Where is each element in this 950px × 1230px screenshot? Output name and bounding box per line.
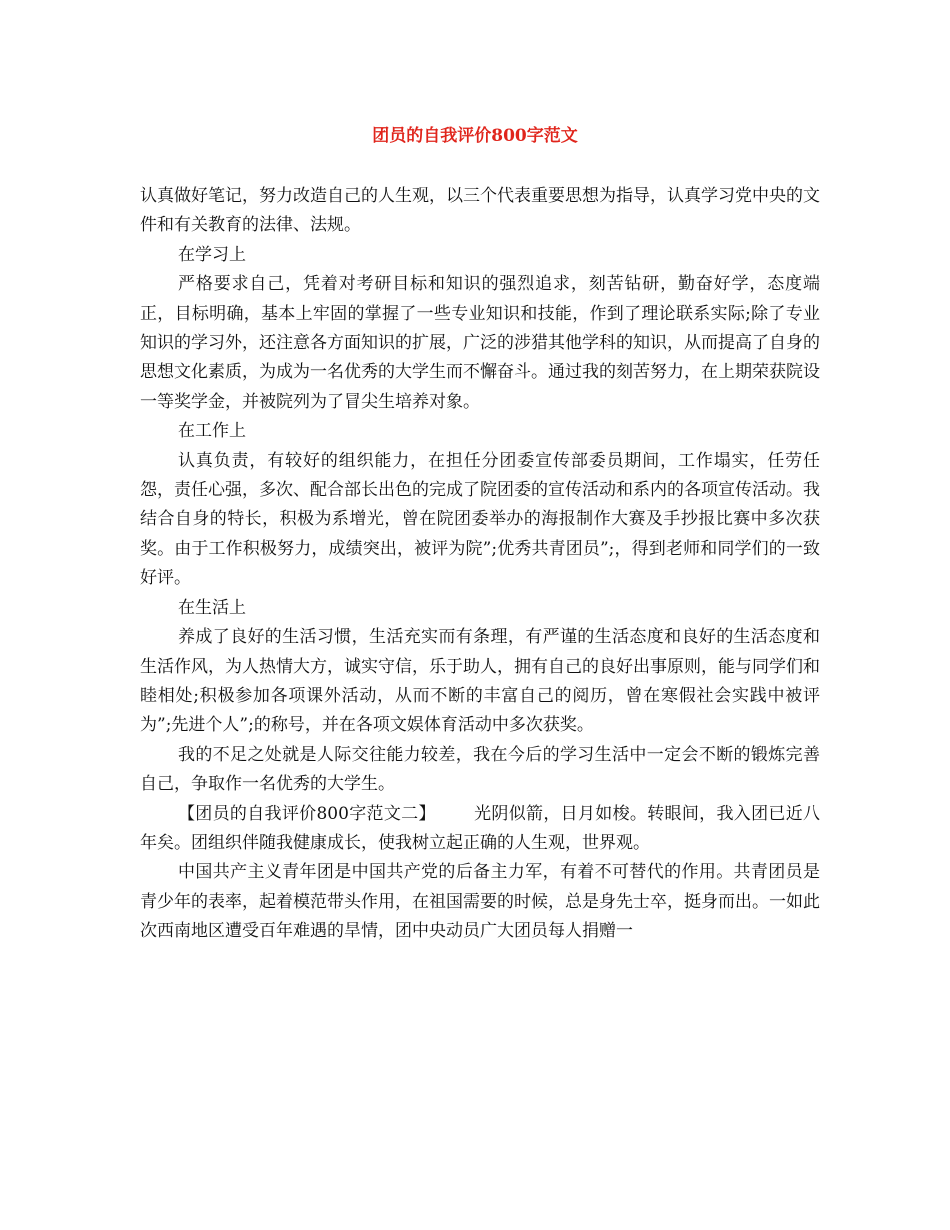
paragraph-1: 认真做好笔记，努力改造自己的人生观，以三个代表重要思想为指导，认真学习党中央的文件和有关教育的法律、法规。 (140, 186, 820, 236)
section-heading-life: 在生活上 (178, 597, 246, 618)
document-body (140, 182, 820, 947)
paragraph-shortcomings: 我的不足之处就是人际交往能力较差，我在今后的学习生活中一定会不断的锻炼完善自己，争取作一名优秀的大学生。 (140, 744, 820, 795)
section-heading-work: 在工作上 (178, 421, 246, 442)
paragraph-league: 中国共产主义青年团是中国共产党的后备主力军，有着不可替代的作用。共青团员是青少年的表率，起着模范带头作用，在祖国需要的时候，总是身先士卒，挺身而出。一如此次西南地区遭受百年难遇的旱情，团中央动员广大团员每人捐赠一 (140, 862, 820, 942)
paragraph-work: 认真负责，有较好的组织能力，在担任分团委宣传部委员期间，工作塌实，任劳任怨，责任心强，多次、配合部长出色的完成了院团委的宣传活动和系内的各项宣传活动。我结合自身的特长，积极为系增光，曾在院团委举办的海报制作大赛及手抄报比赛中多次获奖。由于工作积极努力，成绩突出，被评为院”;优秀共青团员”;，得到老师和同学们的一致好评。 (140, 450, 820, 589)
paragraph-study: 严格要求自己，凭着对考研目标和知识的强烈追求，刻苦钻研，勤奋好学，态度端正，目标明确，基本上牢固的掌握了一些专业知识和技能，作到了理论联系实际;除了专业知识的学习外，还注意各方面知识的扩展，广泛的涉猎其他学科的知识，从而提高了自身的思想文化素质，为成为一名优秀的大学生而不懈奋斗。通过我的刻苦努力，在上期荣获院设一等奖学金，并被院列为了冒尖生培养对象。 (140, 274, 820, 412)
section-heading-study: 在学习上 (178, 244, 246, 265)
essay-two-heading: 【团员的自我评价800字范文二】 (178, 803, 436, 824)
paragraph-essay-two (140, 800, 820, 859)
document-title: 团员的自我评价800字范文 (372, 126, 578, 146)
paragraph-life: 养成了良好的生活习惯，生活充实而有条理，有严谨的生活态度和良好的生活态度和生活作风，为人热情大方，诚实守信，乐于助人，拥有自己的良好出事原则，能与同学们和睦相处;积极参加各项课外活动，从而不断的丰富自己的阅历，曾在寒假社会实践中被评为”;先进个人”;的称号，并在各项文娱体育活动中多次获奖。 (140, 627, 820, 736)
essay-two-intro: 光阴似箭，日月如梭。转眼间，我入团已近八年矣。团组织伴随我健康成长，使我树立起正确的人生观，世界观。 (140, 803, 821, 853)
